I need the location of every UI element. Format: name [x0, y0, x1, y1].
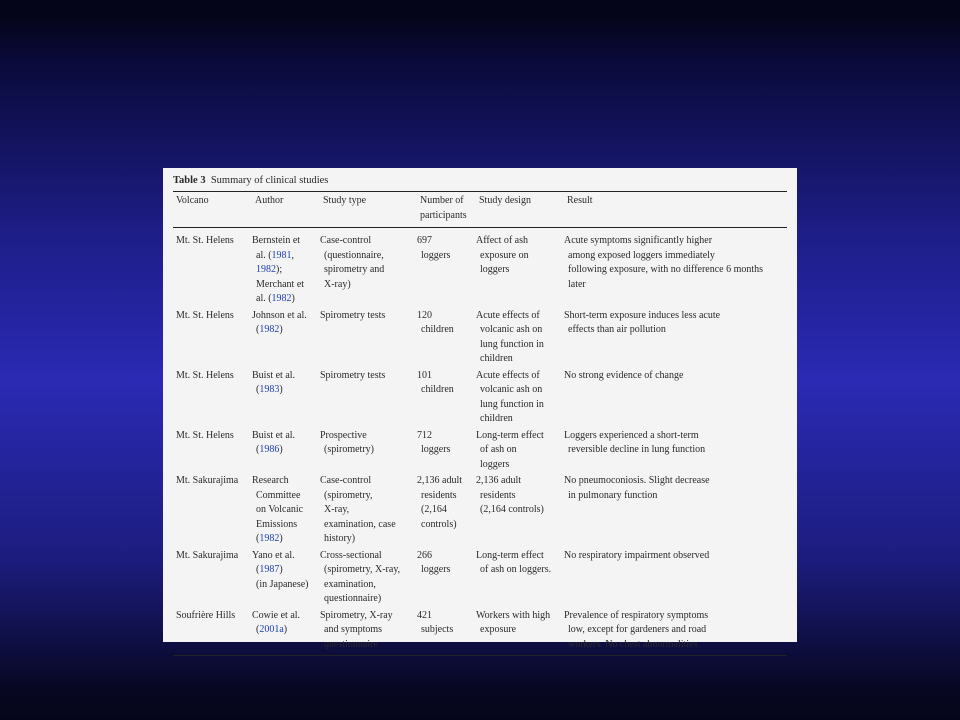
- cell-volcano: Mt. Sakurajima: [176, 475, 239, 486]
- table-image: [163, 168, 797, 650]
- author-text: ): [283, 624, 288, 635]
- header-study-type: Study type: [320, 192, 417, 228]
- reference-link[interactable]: 1983: [259, 384, 280, 395]
- clinical-studies-table: [173, 191, 787, 656]
- cell-study-type: Prospective (spirometry): [320, 429, 374, 455]
- cell-participants: 421 subjects: [417, 608, 476, 656]
- cell-study-design: Acute effects of volcanic ash on lung function in children: [476, 369, 544, 424]
- header-study-design: Study design: [476, 192, 564, 228]
- cell-result: Acute symptoms significantly higher among exposed loggers immediately following exposure, with no difference 6 months later: [564, 235, 764, 290]
- header-result: Result: [564, 192, 787, 228]
- cell-participants: 101 children: [417, 369, 454, 395]
- cell-participants: 2,136 adult residents (2,164 controls): [417, 475, 462, 530]
- cell-volcano: Soufrière Hills: [173, 608, 252, 656]
- author-text: Yano et al. (: [252, 549, 295, 575]
- reference-link[interactable]: 1982: [271, 293, 292, 304]
- cell-study-design: Affect of ash exposure on loggers: [476, 235, 529, 275]
- author-text: ): [291, 293, 295, 304]
- cell-author: [252, 428, 320, 474]
- cell-author: [252, 608, 320, 656]
- cell-participants: 712 loggers: [417, 429, 451, 455]
- cell-study-design: 2,136 adult residents (2,164 controls): [476, 475, 544, 515]
- reference-link[interactable]: 1981: [271, 249, 292, 261]
- cell-author: [252, 473, 320, 548]
- cell-author: [252, 548, 320, 608]
- table-row: [173, 548, 787, 608]
- cell-result: Prevalence of respiratory symptoms low, except for gardeners and road workers. No chest abnormalities: [564, 608, 787, 656]
- reference-link[interactable]: 2001a: [259, 624, 284, 635]
- author-text: Research Committee on Volcanic Emissions (: [252, 475, 304, 544]
- cell-participants: 697 loggers: [417, 235, 451, 261]
- cell-study-design: Workers with high exposure: [476, 608, 564, 656]
- table-header-row: [173, 192, 787, 228]
- author-text: ): [279, 384, 283, 395]
- table-row: [173, 473, 787, 548]
- author-text: ,: [291, 249, 295, 261]
- author-text: Bernstein et al. (: [252, 235, 301, 261]
- table-row: [173, 308, 787, 368]
- reference-link[interactable]: 1982: [259, 324, 280, 335]
- author-text: ): [279, 324, 283, 335]
- table-row: [173, 428, 787, 474]
- header-volcano: Volcano: [173, 192, 252, 228]
- cell-participants: 120 children: [417, 309, 454, 335]
- cell-result: Loggers experienced a short-term reversible decline in lung function: [564, 429, 706, 455]
- table-row: [173, 608, 787, 656]
- reference-link[interactable]: 1987: [259, 564, 280, 575]
- cell-result: Short-term exposure induces less acute effects than air pollution: [564, 309, 721, 335]
- author-text: ) (in Japanese): [256, 564, 309, 590]
- cell-result: No strong evidence of change: [564, 369, 684, 381]
- author-text: ): [279, 444, 283, 455]
- table-row: [173, 228, 787, 308]
- reference-link[interactable]: 1982: [256, 264, 276, 275]
- header-participants: Number of participants: [417, 192, 476, 228]
- author-text: ): [279, 533, 283, 544]
- cell-study-type: Case-control (questionnaire, spirometry and X-ray): [320, 235, 385, 290]
- author-text: Buist et al. (: [252, 429, 296, 455]
- cell-study-design: Long-term effect of ash on loggers.: [476, 549, 552, 575]
- cell-result: No pneumoconiosis. Slight decrease in pulmonary function: [564, 475, 710, 501]
- table-caption-label: Table 3: [173, 175, 206, 186]
- author-text: Cowie et al. (: [252, 609, 301, 635]
- cell-study-type: Spirometry tests: [320, 309, 386, 321]
- cell-author: [252, 368, 320, 428]
- author-text: Buist et al. (: [252, 369, 296, 395]
- cell-author: [252, 228, 320, 308]
- cell-study-design: Acute effects of volcanic ash on lung function in children: [476, 309, 544, 364]
- cell-participants: 266 loggers: [417, 549, 451, 575]
- cell-volcano: Mt. Sakurajima: [176, 549, 239, 561]
- table-row: [173, 368, 787, 428]
- cell-volcano: Mt. St. Helens: [176, 429, 234, 441]
- author-text: Johnson et al. (: [252, 309, 307, 335]
- header-author: Author: [252, 192, 320, 228]
- cell-volcano: Mt. St. Helens: [176, 235, 234, 246]
- reference-link[interactable]: 1986: [259, 444, 280, 455]
- table-caption: [173, 174, 787, 188]
- cell-study-type: Case-control (spirometry, X-ray, examination, case history): [320, 475, 396, 544]
- cell-study-type: Spirometry tests: [320, 369, 386, 381]
- cell-study-type: Spirometry, X-ray and symptoms questionnaire: [320, 608, 417, 656]
- cell-study-design: Long-term effect of ash on loggers: [476, 429, 544, 470]
- table-caption-text: Summary of clinical studies: [210, 175, 329, 186]
- cell-author: [252, 308, 320, 368]
- author-text: ); Merchant et al. (: [256, 264, 305, 304]
- cell-volcano: Mt. St. Helens: [176, 369, 234, 381]
- cell-volcano: Mt. St. Helens: [176, 309, 234, 321]
- cell-study-type: Cross-sectional (spirometry, X-ray, examination, questionnaire): [320, 549, 401, 604]
- cell-result: No respiratory impairment observed: [564, 549, 710, 561]
- reference-link[interactable]: 1982: [259, 533, 280, 544]
